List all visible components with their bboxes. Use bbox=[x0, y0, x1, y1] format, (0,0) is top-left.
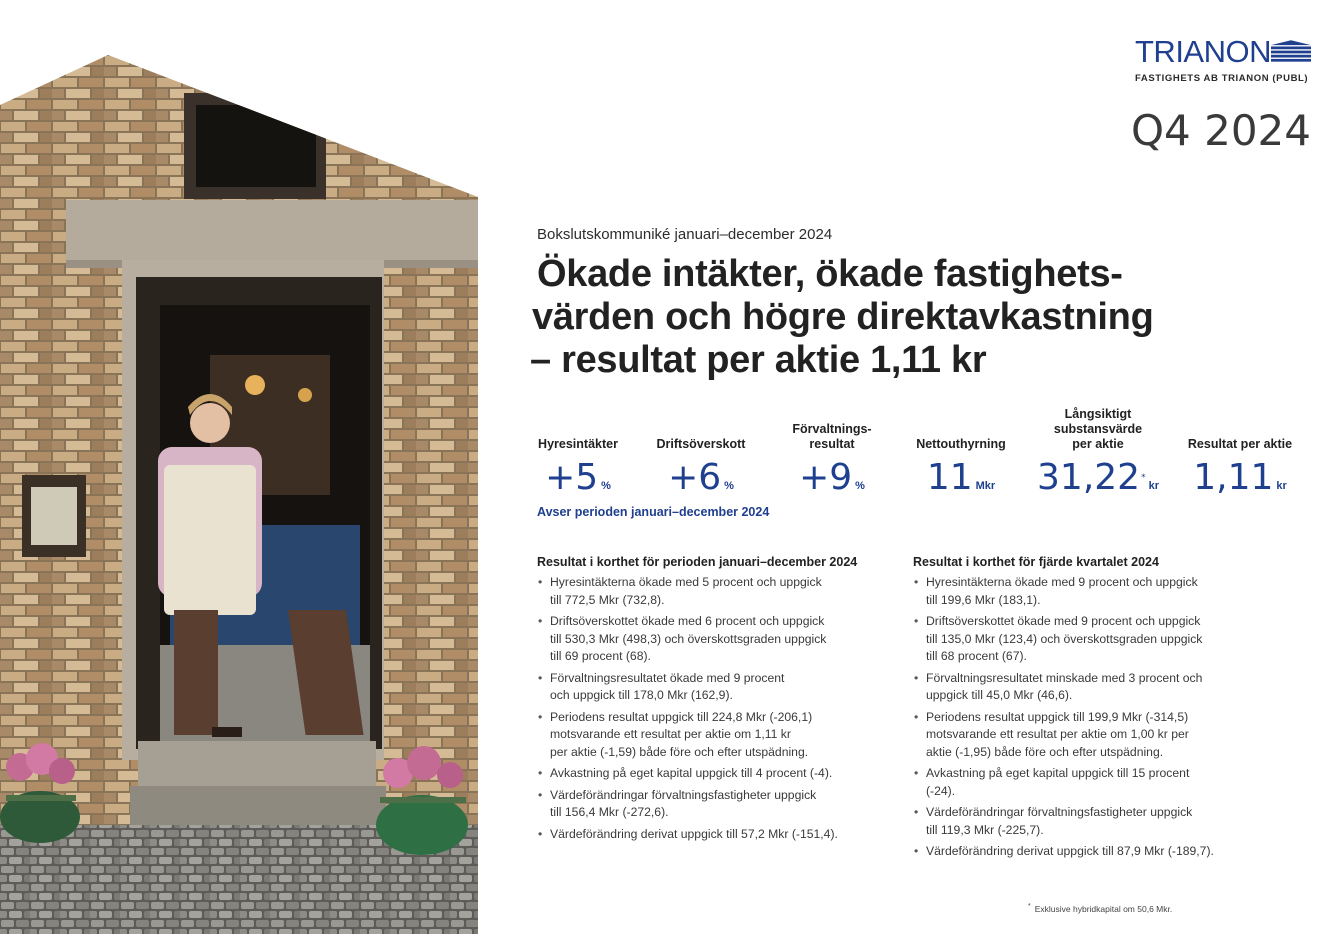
headline-line: Ökade intäkter, ökade fastighets- bbox=[537, 253, 1123, 295]
kpi-value bbox=[532, 459, 624, 505]
summary-year-list bbox=[537, 574, 867, 843]
kpi-label: Resultat per aktie bbox=[1187, 437, 1293, 451]
list-item: • Värdeförändringar förvaltningsfastigheter uppgick till 156,4 Mkr (-272,6). bbox=[537, 787, 867, 822]
kpi-value bbox=[1175, 459, 1305, 505]
kpi-unit: kr bbox=[1276, 480, 1287, 492]
list-item: • Hyresintäkterna ökade med 5 procent och uppgick till 772,5 Mkr (732,8). bbox=[537, 574, 867, 609]
list-item: • Periodens resultat uppgick till 224,8 Mkr (-206,1) motsvarande ett resultat per aktie om 1,11 kr per aktie (-1,59) både före och efter utspädning. bbox=[537, 709, 867, 762]
list-item: • Förvaltningsresultatet minskade med 3 procent och uppgick till 45,0 Mkr (46,6). bbox=[913, 670, 1243, 705]
kpi-value bbox=[782, 459, 882, 505]
kpi-nettouthyrning bbox=[905, 437, 1017, 505]
kpi-label: Hyresintäkter bbox=[538, 437, 618, 451]
list-item: • Driftsöverskottet ökade med 6 procent och uppgick till 530,3 Mkr (498,3) och överskottsgraden uppgick till 69 procent (68). bbox=[537, 613, 867, 666]
kpi-unit: Mkr bbox=[975, 480, 996, 492]
list-item: • Avkastning på eget kapital uppgick till 4 procent (-4). bbox=[537, 765, 867, 783]
kpi-number: 1,11 bbox=[1193, 457, 1274, 498]
kpi-number: 31,22 bbox=[1037, 457, 1141, 498]
kpi-hyresintakter bbox=[532, 437, 624, 505]
list-item: • Värdeförändring derivat uppgick till 87,9 Mkr (-189,7). bbox=[913, 843, 1243, 861]
kpi-driftsoverskott bbox=[650, 437, 752, 505]
report-quarter: Q4 2024 bbox=[1130, 106, 1311, 155]
kpi-resultat-per-aktie bbox=[1175, 437, 1305, 505]
cover-photo bbox=[0, 55, 478, 934]
summary-q4 bbox=[913, 555, 1243, 865]
kpi-number: 11 bbox=[926, 457, 973, 498]
headline-line: – resultat per aktie 1,11 kr bbox=[530, 339, 987, 381]
list-item: • Avkastning på eget kapital uppgick till 15 procent (-24). bbox=[913, 765, 1243, 800]
trianon-stripes-logo-icon bbox=[1271, 35, 1311, 69]
kpi-value bbox=[905, 459, 1017, 505]
brand-subtitle: FASTIGHETS AB TRIANON (PUBL) bbox=[1135, 73, 1309, 84]
kpi-label: Förvaltnings- resultat bbox=[792, 422, 872, 451]
kpi-value bbox=[650, 459, 752, 505]
kpi-forvaltningsresultat bbox=[782, 422, 882, 505]
kpi-footnote-marker: * bbox=[1141, 473, 1146, 483]
summary-year-title: Resultat i korthet för perioden januari–december 2024 bbox=[537, 555, 858, 569]
period-note: Avser perioden januari–december 2024 bbox=[537, 505, 770, 519]
brand-wordmark: TRIANON bbox=[1135, 34, 1271, 69]
kpi-unit: % bbox=[724, 480, 734, 492]
footnote-marker: * bbox=[1028, 903, 1031, 910]
kpi-unit: % bbox=[601, 480, 611, 492]
kpi-label: Långsiktigt substansvärde per aktie bbox=[1053, 407, 1143, 451]
kpi-number: +9 bbox=[799, 457, 853, 498]
brand-block bbox=[1135, 34, 1311, 84]
kpi-number: +5 bbox=[545, 457, 599, 498]
kpi-number: +6 bbox=[668, 457, 722, 498]
kpi-label: Driftsöverskott bbox=[656, 437, 746, 451]
summary-q4-list bbox=[913, 574, 1243, 861]
report-kicker: Bokslutskommuniké januari–december 2024 bbox=[537, 226, 833, 243]
list-item: • Värdeförändring derivat uppgick till 57,2 Mkr (-151,4). bbox=[537, 826, 867, 844]
summary-year bbox=[537, 555, 867, 847]
kpi-substansvarde bbox=[1028, 407, 1168, 505]
footnote-text: Exklusive hybridkapital om 50,6 Mkr. bbox=[1034, 903, 1173, 914]
cover-photo-illustration bbox=[0, 55, 478, 934]
headline-line: värden och högre direktavkastning bbox=[532, 296, 1154, 338]
list-item: • Periodens resultat uppgick till 199,9 Mkr (-314,5) motsvarande ett resultat per aktie om 1,00 kr per aktie (-1,95) både före och efter utspädning. bbox=[913, 709, 1243, 762]
list-item: • Värdeförändringar förvaltningsfastigheter uppgick till 119,3 Mkr (-225,7). bbox=[913, 804, 1243, 839]
summary-q4-title: Resultat i korthet för fjärde kvartalet 2024 bbox=[913, 555, 1159, 569]
kpi-label: Nettouthyrning bbox=[916, 437, 1006, 451]
kpi-value bbox=[1028, 459, 1168, 505]
list-item: • Hyresintäkterna ökade med 9 procent och uppgick till 199,6 Mkr (183,1). bbox=[913, 574, 1243, 609]
list-item: • Förvaltningsresultatet ökade med 9 procent och uppgick till 178,0 Mkr (162,9). bbox=[537, 670, 867, 705]
list-item: • Driftsöverskottet ökade med 9 procent och uppgick till 135,0 Mkr (123,4) och överskottsgraden uppgick till 68 procent (67). bbox=[913, 613, 1243, 666]
kpi-unit: % bbox=[855, 480, 865, 492]
footnote bbox=[1028, 903, 1172, 914]
headline bbox=[530, 253, 1154, 382]
kpi-unit: kr bbox=[1148, 480, 1159, 492]
